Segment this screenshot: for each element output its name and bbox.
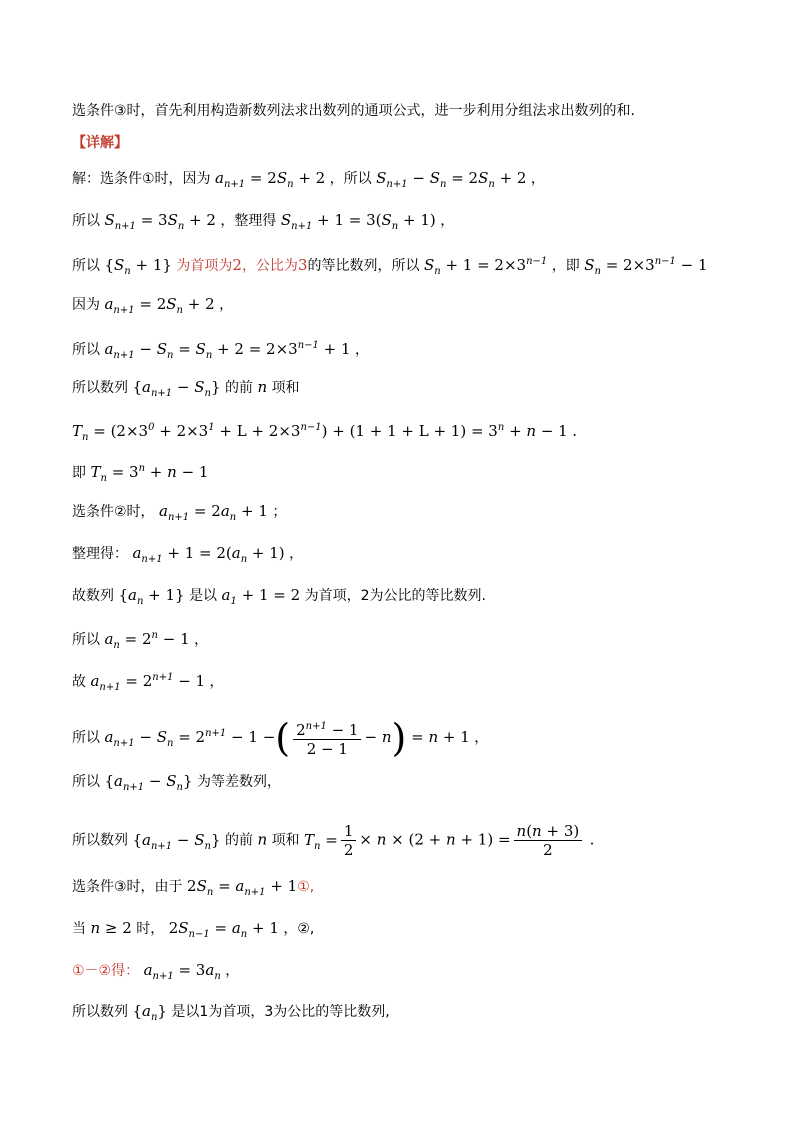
text-line-21: 所以数列 $\{a_n\}$ 是以1为首项，3为公比的等比数列, [72, 1002, 390, 1023]
section-header-detail: 【详解】 [72, 135, 128, 151]
text-line-19: 当 n ≥ 2 时， $2S_{n-1} = a_n + 1$ ，②, [72, 919, 315, 940]
text-line-3: 所以 $S_{n+1} = 3S_n + 2$ ，整理得 $S_{n+1} + 1 = 3(S_n + 1)$ ， [72, 211, 455, 232]
text-line-8: $T_n = (2\times 3^0 + 2\times 3^1 + L + 2\times 3^{n-1}) + (1 + 1 + L + 1) = 3^n + n - 1$ . [72, 422, 577, 443]
text-line-12: 故数列 $\{a_n + 1\}$ 是以 $a_1 + 1 = 2$ 为首项，2为公比的等比数列. [72, 586, 486, 607]
text-line-2: 解：选条件①时，因为 $a_{n+1} = 2S_n + 2$ ，所以 $S_{n+1} - S_n = 2S_n + 2$ ， [72, 169, 545, 190]
text-line-4: 所以 $\{S_n + 1\}$ 为首项为2，公比为3的等比数列，所以 $S_n + 1 = 2\times 3^{n-1}$ ，即 $S_n = 2\times 3^{n-1} - 1$ [72, 256, 708, 277]
text-line-14: 故 $a_{n+1} = 2^{n+1} - 1$ ， [72, 672, 224, 693]
text-line-11: 整理得： $a_{n+1} + 1 = 2(a_n + 1)$ ， [72, 544, 304, 565]
text-line-6: 所以 $a_{n+1} - S_n = S_n + 2 = 2\times 3^{n-1} + 1$ ， [72, 340, 369, 361]
text-line-7: 所以数列 $\{a_{n+1} - S_n\}$ 的前 n 项和 [72, 378, 300, 399]
text-line-18: 选条件③时，由于 $2S_n = a_{n+1}$ + 1①, [72, 877, 315, 898]
fraction-3: $\frac{n(n + 3)}{2}$ [514, 822, 583, 859]
text-line-17: 所以数列 $\{a_{n+1} - S_n\}$ 的前 n 项和 $T_n$ = $\frac{1}{2}$ × n × (2 + n + 1) = $\frac{n(n + 3)}{2}$ . [72, 822, 595, 859]
text-line-15: 所以 $a_{n+1} - S_n = 2^{n+1} - 1$ −( $\frac{2^{n+1} - 1}{2 - 1}$ − n) = n + 1 ， [72, 716, 489, 760]
text-line-16: 所以 $\{a_{n+1} - S_n\}$ 为等差数列， [72, 772, 281, 793]
text-line-20: ①－②得： $a_{n+1} = 3a_n$ ， [72, 961, 240, 982]
text-line-5: 因为 $a_{n+1} = 2S_n + 2$ ， [72, 295, 234, 316]
text-line-13: 所以 $a_n = 2^n - 1$ ， [72, 630, 209, 651]
text-line-10: 选条件②时， $a_{n+1} = 2a_n + 1$ ； [72, 502, 287, 523]
fraction-1: $\frac{2^{n+1} - 1}{2 - 1}$ [293, 718, 361, 758]
text-line-9: 即 $T_n = 3^n + n - 1$ [72, 463, 209, 484]
fraction-2: $\frac{1}{2}$ [341, 822, 357, 859]
text-line-1: 选条件③时，首先利用构造新数列法求出数列的通项公式，进一步利用分组法求出数列的和. [72, 103, 635, 119]
